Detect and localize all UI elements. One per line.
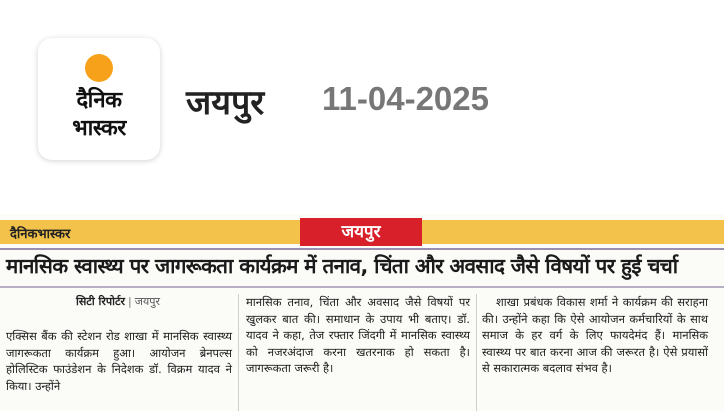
article-column-3: शाखा प्रबंधक विकास शर्मा ने कार्यक्रम की सराहना की। उन्होंने कहा कि ऐसे आयोजन कर्मचारियों के साथ समाज के हर वर्ग के लिए फायदेमंद हैं। मानसिक स्वास्थ्य पर बात करना आज की जरूरत है। ऐसे प्रयासों से सकारात्मक बदलाव संभव है। [482,295,708,375]
article-byline [76,294,160,309]
top-rule [0,248,724,250]
logo-text-dainik: दैनिक [76,88,122,113]
edition-date: 11-04-2025 [322,80,489,117]
article-column-1: एक्सिस बैंक की स्टेशन रोड शाखा में मानसिक स्वास्थ्य जागरूकता कार्यक्रम हुआ। आयोजन ब्रेनपल्स होलिस्टिक फाउंडेशन के निदेशक डॉ. विक्रम यादव ने किया। उन्होंने [6,329,232,393]
article-column-2: मानसिक तनाव, चिंता और अवसाद जैसे विषयों पर खुलकर बात की। समाधान के उपाय भी बताए। डॉ. यादव ने कहा, तेज रफ्तार जिंदगी में मानसिक स्वास्थ्य को नजरअंदाज करना खतरनाक हो सकता है। जागरूकता जरूरी है। [246,295,470,375]
dainik-bhaskar-logo [38,38,160,160]
logo-text-bhaskar: भास्कर [72,116,126,141]
city-title: जयपुर [186,83,265,123]
city-tab: जयपुर [300,218,422,246]
masthead-paper-name: दैनिकभास्कर [10,227,71,242]
byline-reporter: सिटी रिपोर्टर [76,295,125,308]
sun-logo-icon [85,54,113,82]
headline-rule [0,286,724,288]
byline-place: जयपुर [134,295,161,308]
column-divider [476,294,477,411]
byline-separator: | [128,295,132,308]
newspaper-clipping [0,214,724,411]
column-divider [238,294,239,411]
article-headline: मानसिक स्वास्थ्य पर जागरूकता कार्यक्रम में तनाव, चिंता और अवसाद जैसे विषयों पर हुई चर्चा [6,254,678,278]
